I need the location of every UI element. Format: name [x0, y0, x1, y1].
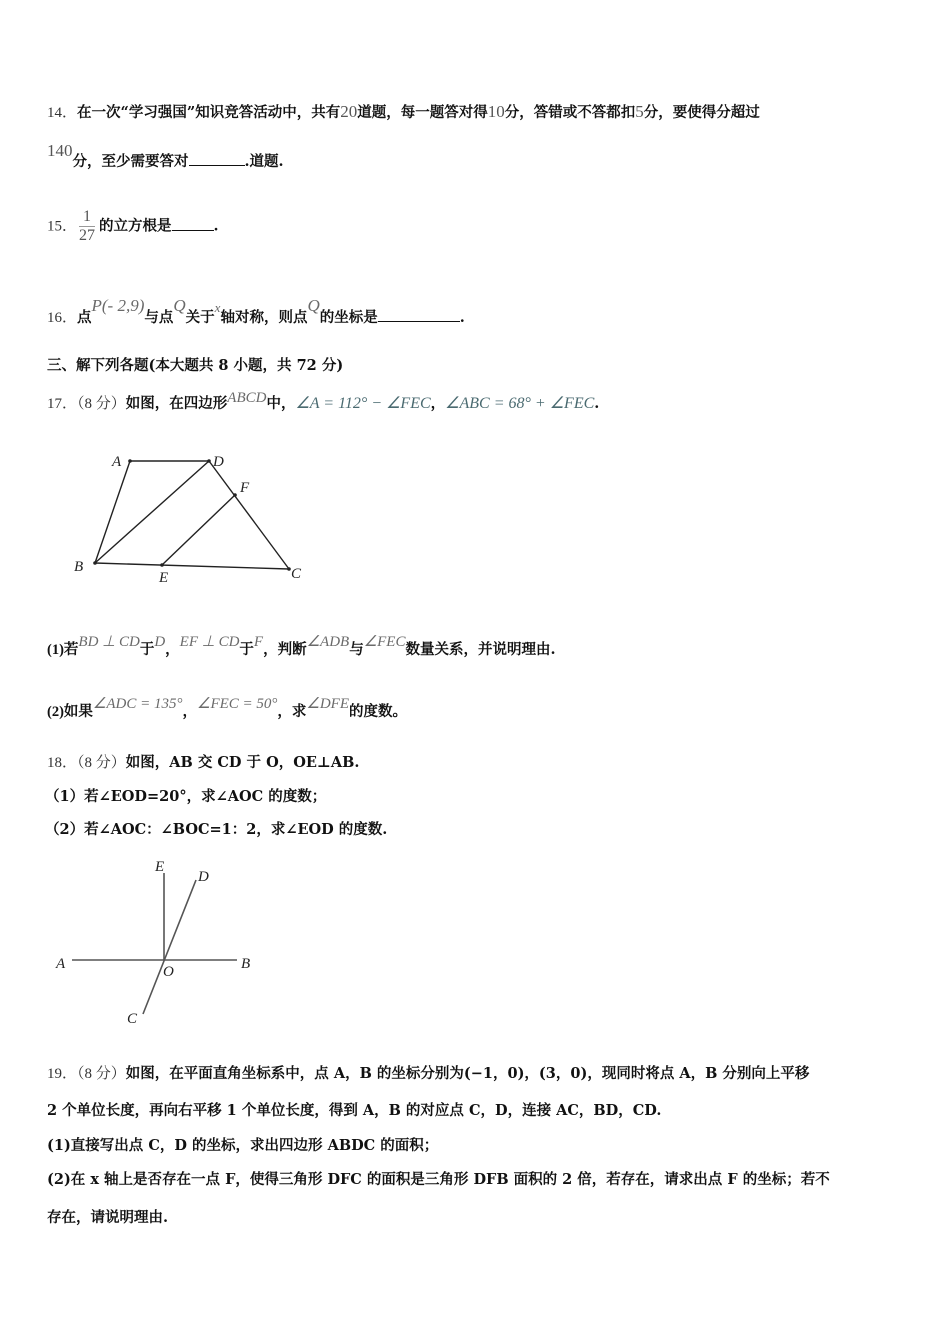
math-angle-dfe: ∠DFE [306, 696, 350, 712]
label-e: E [159, 570, 169, 586]
q16-line [47, 296, 465, 327]
q16-text: 的坐标是 [319, 309, 378, 326]
q17-text: 中， [266, 395, 296, 412]
q14-answer-blank[interactable] [189, 165, 245, 166]
q18-part1: （1）若∠EOD=20°，求∠AOC 的度数； [45, 788, 327, 805]
q16-period: . [459, 309, 465, 326]
q15-text: 的立方根是 [99, 217, 172, 235]
label-a: A [112, 454, 122, 470]
q17-text: ， [182, 703, 197, 720]
q19-stem-text: 如图，在平面直角坐标系中，点 A，B 的坐标分别为(−1，0)，(3，0)，现同时将点 A，B 分别向上平移 [125, 1065, 810, 1082]
label-e: E [155, 859, 165, 875]
q14-correct-points: 10 [487, 102, 505, 121]
q17-part1 [47, 634, 556, 659]
q15-answer-blank[interactable] [172, 230, 214, 231]
q17-text: ，求 [277, 703, 307, 720]
q16-axis-x: x [214, 300, 221, 315]
q15-line [47, 208, 219, 245]
q19-part2-line1: (2)在 x 轴上是否存在一点 F，使得三角形 DFC 的面积是三角形 DFB 面积的 2 倍，若存在，请求出点 F 的坐标；若不 [47, 1171, 830, 1188]
math-bd-perp-cd: BD ⊥ CD [78, 634, 140, 650]
q14-penalty-points: 5 [635, 102, 644, 121]
label-f: F [240, 480, 250, 496]
q18-score: （8 分） [77, 755, 126, 771]
q14-total-questions: 20 [340, 102, 358, 121]
part-label: (1)若 [47, 642, 79, 658]
math-ef-perp-cd: EF ⊥ CD [179, 634, 240, 650]
q17-part2 [47, 696, 408, 721]
math-angle-adc: ∠ADC = 135° [92, 696, 183, 712]
q19-number: 19． [47, 1066, 78, 1082]
q16-point-q: Q [173, 296, 186, 315]
q17-text: 于 [239, 641, 254, 658]
q17-text: 数量关系，并说明理由. [405, 641, 556, 658]
q15-period: . [213, 217, 219, 235]
q19-part2-line2: 存在，请说明理由. [47, 1209, 169, 1226]
q18-stem-text: 如图，AB 交 CD 于 O，OE⊥AB. [125, 754, 360, 771]
q14-text: 分，要使得分超过 [643, 104, 760, 121]
q17-text: ，判断 [263, 641, 307, 658]
q16-point-q: Q [307, 296, 320, 315]
q16-text: 点 [77, 309, 92, 326]
math-angle-fec: ∠FEC [363, 634, 406, 650]
q17-text: 与 [349, 641, 364, 658]
fraction-numerator: 1 [79, 208, 95, 227]
q14-line2 [47, 141, 284, 171]
q14-text: 分，答错或不答都扣 [504, 104, 636, 121]
q14-text: 在一次“学习强国”知识竞答活动中，共有 [77, 104, 341, 121]
label-c: C [127, 1011, 138, 1027]
math-d: D [154, 634, 166, 650]
q14-text: 道题，每一题答对得 [357, 104, 488, 121]
label-b: B [241, 956, 251, 972]
q17-text: 于 [139, 641, 155, 658]
label-o: O [163, 964, 174, 980]
section-3-title: 三、解下列各题(本大题共 8 小题，共 72 分) [47, 357, 344, 374]
q14-line1 [47, 101, 760, 122]
q17-text: ， [430, 395, 446, 412]
q16-number: 16． [47, 310, 78, 326]
q18-number: 18． [47, 755, 78, 771]
q14-target-score: 140 [47, 141, 73, 160]
q19-line1 [47, 1062, 809, 1083]
q19-score: （8 分） [77, 1066, 126, 1082]
q17-score: （8 分） [77, 396, 126, 412]
q18-stem [47, 751, 359, 772]
q16-text: 与点 [144, 309, 174, 326]
q18-part2: （2）若∠AOC：∠BOC=1：2，求∠EOD 的度数. [45, 821, 388, 838]
math-angle-adb: ∠ADB [306, 634, 350, 650]
q17-quad-abcd: ABCD [227, 390, 267, 406]
q16-text: 关于 [185, 309, 215, 326]
label-b: B [74, 559, 84, 575]
label-d: D [198, 869, 209, 885]
q18-intersecting-lines-figure [50, 850, 270, 1035]
math-angle-fec-value: ∠FEC = 50° [197, 696, 278, 712]
q16-text: 轴对称，则点 [220, 309, 308, 326]
q19-part1: (1)直接写出点 C，D 的坐标，求出四边形 ABDC 的面积； [47, 1137, 439, 1154]
label-a: A [56, 956, 66, 972]
q17-text: 的度数。 [349, 703, 408, 720]
q17-line [47, 392, 599, 413]
part-label: (2)如果 [47, 704, 93, 720]
q15-number: 15． [47, 218, 78, 235]
q17-period: . [594, 395, 600, 412]
q15-fraction [79, 208, 95, 245]
label-c: C [291, 566, 302, 582]
fraction-denominator: 27 [79, 227, 96, 244]
q16-answer-blank[interactable] [378, 321, 460, 322]
math-f: F [253, 634, 264, 650]
q17-text: ， [165, 641, 180, 658]
q17-number: 17． [47, 396, 78, 412]
q16-point-p: P(- 2,9) [91, 296, 145, 315]
q17-quadrilateral-figure [60, 440, 330, 590]
q14-text: 分，至少需要答对 [72, 153, 189, 170]
q17-angle-a-formula: ∠A = 112° − ∠FEC [295, 395, 431, 412]
label-d: D [213, 454, 224, 470]
q17-angle-abc-formula: ∠ABC = 68° + ∠FEC [445, 395, 595, 412]
q14-number: 14． [47, 105, 78, 121]
q17-text: 如图，在四边形 [125, 395, 228, 412]
q19-line2: 2 个单位长度，再向右平移 1 个单位长度，得到 A，B 的对应点 C，D，连接 AC，BD，CD. [47, 1102, 662, 1119]
q14-text: .道题. [244, 153, 284, 170]
